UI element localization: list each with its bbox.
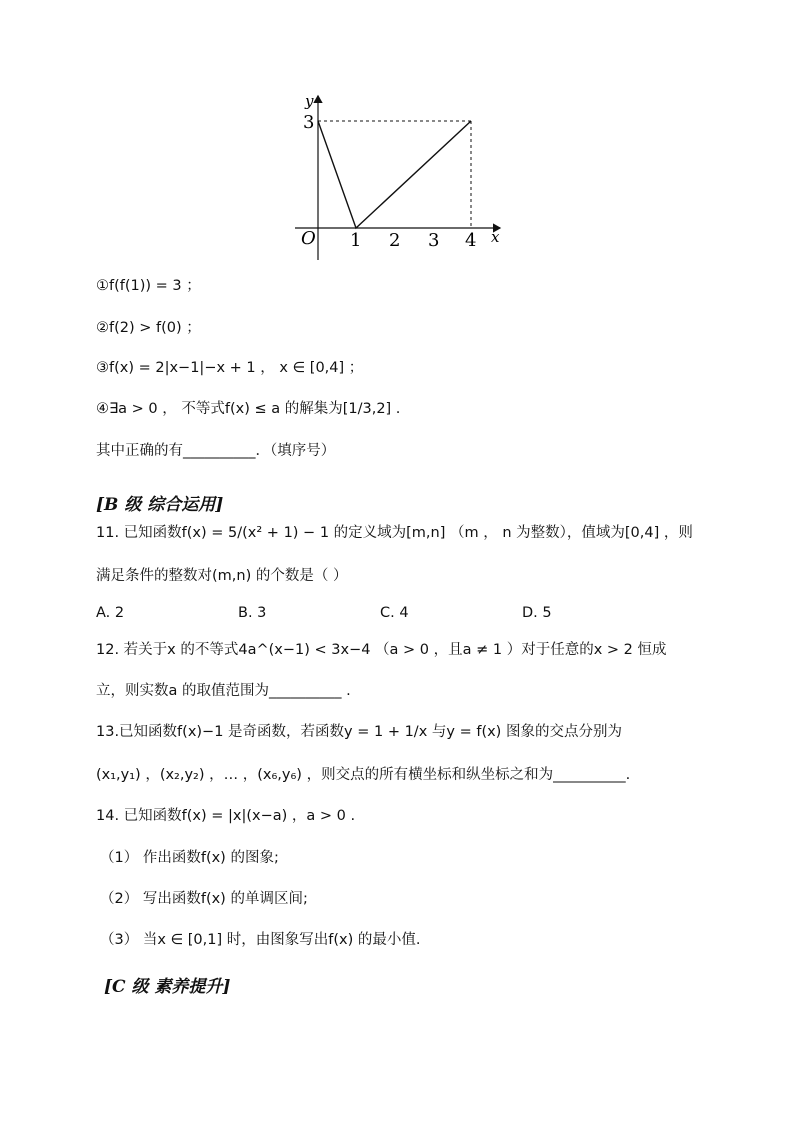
function-curve — [318, 121, 471, 228]
statement-2: ②f(2) > f(0) ； — [96, 320, 201, 336]
q14-part-3: （3） 当x ∈ [0,1] 时，由图象写出f(x) 的最小值. — [100, 932, 421, 948]
q12-line2: 立，则实数a 的取值范围为__________ . — [96, 683, 351, 699]
x-tick-2: 2 — [389, 230, 401, 251]
origin-label: O — [301, 228, 316, 249]
q14-line1: 14. 已知函数f(x) = |x|(x−a) ，a > 0 . — [96, 808, 356, 824]
q11-option-b: B. 3 — [238, 605, 267, 621]
section-b-heading: [B 级 综合运用] — [96, 495, 224, 515]
y-axis-label: y — [305, 92, 314, 110]
x-tick-4: 4 — [465, 230, 477, 251]
q11-option-a: A. 2 — [96, 605, 125, 621]
q14-part-1: （1） 作出函数f(x) 的图象; — [100, 850, 279, 866]
x-tick-1: 1 — [350, 230, 362, 251]
q13-line1: 13.已知函数f(x)−1 是奇函数，若函数y = 1 + 1/x 与y = f(x) 图象的交点分别为 — [96, 724, 622, 740]
section-c-heading: [C 级 素养提升] — [104, 977, 231, 997]
q14-part-2: （2） 写出函数f(x) 的单调区间; — [100, 891, 308, 907]
statement-1: ①f(f(1)) = 3 ； — [96, 278, 201, 294]
q12-line1: 12. 若关于x 的不等式4a^(x−1) < 3x−4 （a > 0 ，且a ≠ 1 ）对于任意的x > 2 恒成 — [96, 642, 667, 658]
q13-line2: (x₁,y₁) ，(x₂,y₂) ，… ，(x₆,y₆) ，则交点的所有横坐标和纵坐标之和为__________. — [96, 767, 631, 783]
y-tick-3: 3 — [303, 112, 315, 133]
x-axis-label: x — [491, 228, 500, 246]
q11-line1: 11. 已知函数f(x) = 5/(x² + 1) − 1 的定义域为[m,n] （m ， n 为整数），值域为[0,4] ，则 — [96, 525, 693, 541]
statement-3: ③f(x) = 2|x−1|−x + 1 ， x ∈ [0,4] ； — [96, 360, 364, 376]
fill-in-prompt: 其中正确的有__________．（填序号） — [96, 443, 336, 459]
q11-line2: 满足条件的整数对(m,n) 的个数是（ ） — [96, 568, 348, 584]
q11-option-c: C. 4 — [380, 605, 409, 621]
x-tick-3: 3 — [428, 230, 440, 251]
statement-4: ④∃a > 0 ， 不等式f(x) ≤ a 的解集为[1/3,2] . — [96, 401, 401, 417]
q11-option-d: D. 5 — [522, 605, 552, 621]
function-graph — [295, 88, 510, 268]
